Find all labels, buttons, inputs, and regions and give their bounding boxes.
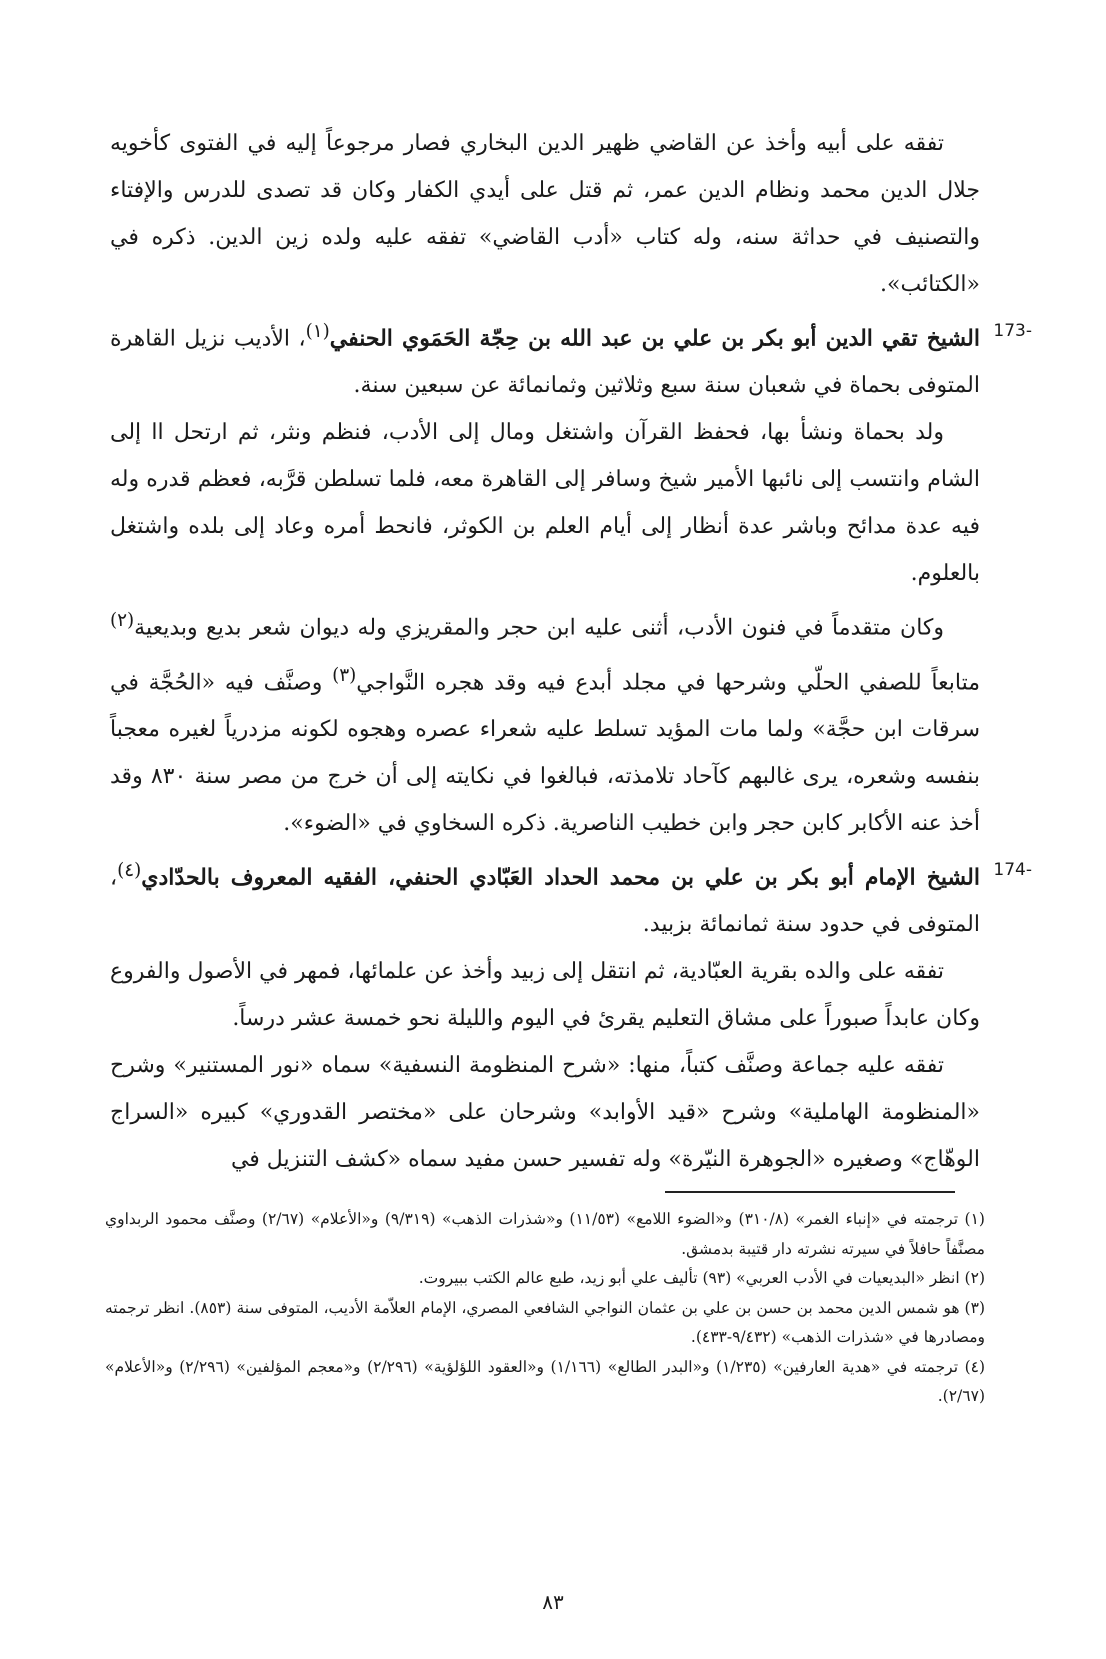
page-number: ٨٣	[542, 1590, 564, 1614]
footnote-3: (٣) هو شمس الدين محمد بن حسن بن علي بن عثمان النواجي الشافعي المصري، الإمام العلاّمة الأديب، المتوفى سنة (٨٥٣). انظر ترجمته ومصادرها في «شذرات الذهب» (٩/٤٣٢-٤٣٣).	[105, 1298, 985, 1346]
main-text	[110, 120, 1032, 1183]
paragraph-4: تفقه على والده بقرية العبّادية، ثم انتقل إلى زبيد وأخذ عن علمائها، فمهر في الأصول والفروع وكان عابداً صبوراً على مشاق التعليم يقرئ في اليوم والليلة نحو خمسة عشر درساً.	[110, 959, 980, 1032]
footnote-marker[interactable]: (٤)	[117, 859, 142, 881]
entry-number: 174-	[993, 859, 1032, 880]
footnote-4: (٤) ترجمته في «هدية العارفين» (١/٢٣٥) و«البدر الطالع» (١/١٦٦) و«العقود اللؤلؤية» (٢/٢٩٦) و«معجم المؤلفين» (٢/٢٩٦) و«الأعلام» (٢/٦٧).	[105, 1357, 986, 1405]
paragraph-text: متابعاً للصفي الحلّي وشرحها في مجلد أبدع فيه وقد هجره النَّواجي	[356, 669, 980, 695]
entry-title: الشيخ تقي الدين أبو بكر بن علي بن عبد الله بن حِجّة الحَمَوي الحنفي	[329, 325, 980, 352]
entry-number: 173-	[993, 321, 1032, 341]
footnote-divider	[665, 1191, 955, 1193]
paragraph-5: تفقه عليه جماعة وصنَّف كتباً، منها: «شرح المنظومة النسفية» سماه «نور المستنير» وشرح «المنظومة الهاملية» وشرح «قيد الأوابد» وشرحان على «مختصر القدوري» كبيره «السراج الوهّاج» وصغيره «الجوهرة النيّرة» وله تفسير حسن مفيد سماه «كشف التنزيل في	[110, 1053, 980, 1173]
paragraph-3	[110, 597, 980, 847]
paragraph-text: وكان متقدماً في فنون الأدب، أثنى عليه ابن حجر والمقريزي وله ديوان شعر بديع وبديعية	[134, 615, 944, 641]
paragraph-2: ولد بحماة ونشأ بها، فحفظ القرآن واشتغل ومال إلى الأدب، فنظم ونثر، ثم ارتحل اا إلى الشام وانتسب إلى نائبها الأمير شيخ وسافر إلى القاهرة معه، فلما تسلطن قرَّبه، فعظم قدره وله فيه عدة مدائح وباشر عدة أنظار إلى أيام العلم بن الكوثر، فانحط أمره وعاد إلى بلده واشتغل بالعلوم.	[110, 420, 980, 587]
footnote-2: (٢) انظر «البديعيات في الأدب العربي» (٩٣) تأليف علي أبو زيد، طبع عالم الكتب ببيروت.	[418, 1269, 985, 1287]
paragraph-1: تفقه على أبيه وأخذ عن القاضي ظهير الدين البخاري فصار مرجوعاً إليه في الفتوى كأخويه جلال الدين محمد ونظام الدين عمر، ثم قتل على أيدي الكفار وكان قد تصدى للدرس والإفتاء والتصنيف في حداثة سنه، وله كتاب «أدب القاضي» تفقه عليه ولده زين الدين. ذكره في «الكتائب».	[110, 131, 980, 297]
entry-174	[110, 847, 1032, 948]
footnotes	[105, 1205, 985, 1412]
entry-description: ، الأديب نزيل القاهرة المتوفى بحماة في شعبان سنة سبع وثلاثين وثمانمائة عن سبعين سنة.	[110, 326, 980, 399]
footnote-marker[interactable]: (٢)	[110, 610, 135, 632]
entry-title: الشيخ الإمام أبو بكر بن علي بن محمد الحداد العَبّادي الحنفي، الفقيه المعروف بالحدّادي	[141, 864, 980, 891]
footnote-marker[interactable]: (١)	[305, 321, 330, 342]
footnote-marker[interactable]: (٣)	[332, 664, 357, 686]
entry-173	[110, 308, 1032, 409]
footnote-1: (١) ترجمته في «إنباء الغمر» (٣١٠/٨) و«الضوء اللامع» (١١/٥٣) و«شذرات الذهب» (٩/٣١٩) و«الأعلام» (٢/٦٧) وصنَّف محمود الربداوي مصنَّفاً حافلاً في سيرته نشرته دار قتيبة بدمشق.	[105, 1210, 985, 1258]
paragraph-text: وصنَّف فيه «الحُجَّة في سرقات ابن حجَّة» ولما مات المؤيد تسلط عليه شعراء عصره وهجوه لكونه مزدرياً لغيره معجباً بنفسه وشعره، يرى غالبهم كآحاد تلامذته، فبالغوا في نكايته إلى أن خرج من مصر سنة ٨٣٠ وقد أخذ عنه الأكابر كابن حجر وابن خطيب الناصرية. ذكره السخاوي في «الضوء».	[110, 669, 980, 836]
entry-description: ، المتوفى في حدود سنة ثمانمائة بزبيد.	[110, 865, 980, 938]
